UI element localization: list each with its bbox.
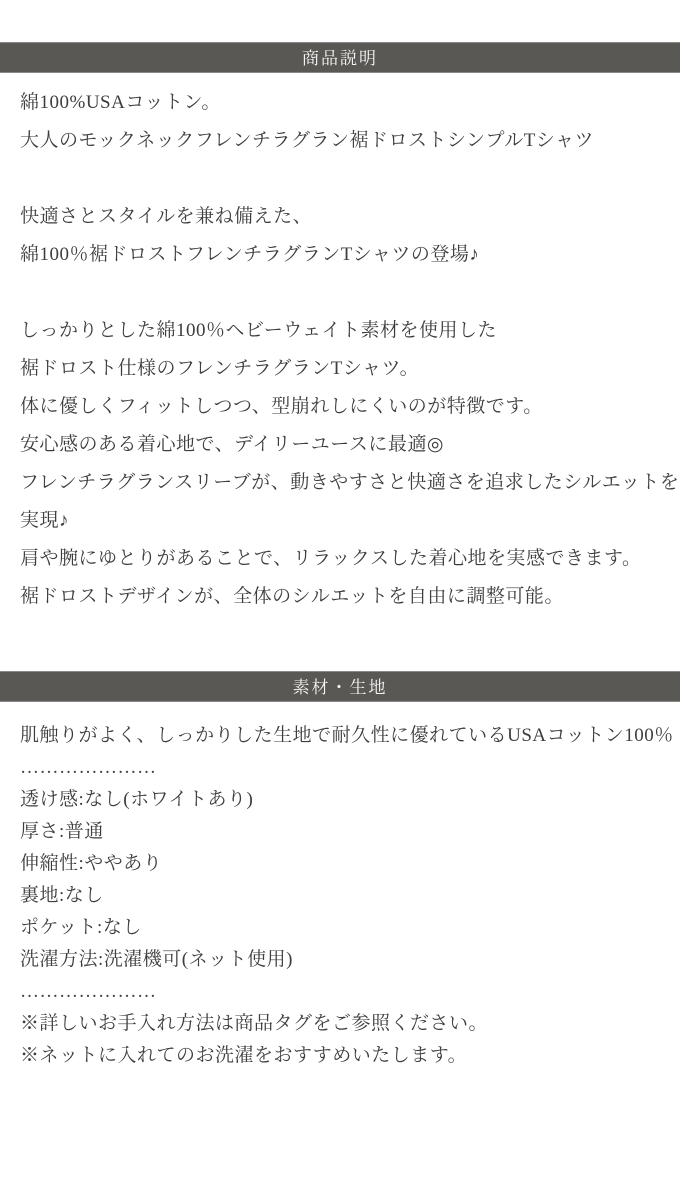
text-line: 快適さとスタイルを兼ね備えた、 (20, 206, 313, 227)
text-line (20, 160, 660, 198)
material-fabric-header-bar (0, 671, 680, 702)
product-description-header-bar (0, 42, 680, 73)
text-line: 綿100％裾ドロストフレンチラグランTシャツの登場♪ (20, 244, 480, 265)
text-line: 伸縮性:ややあり (20, 853, 163, 874)
text-line: 肌触りがよく、しっかりした生地で耐久性に優れているUSAコットン100％ (20, 725, 674, 746)
product-description-text (0, 73, 680, 616)
text-line: ………………… (20, 757, 157, 778)
text-line: 安心感のある着心地で、デイリーユースに最適◎ (20, 434, 444, 455)
text-line: 実現♪ (20, 510, 70, 531)
text-line: フレンチラグランスリーブが、動きやすさと快適さを追求したシルエットを (20, 472, 680, 493)
text-line: 透け感:なし(ホワイトあり) (20, 789, 254, 810)
text-line: 裾ドロスト仕様のフレンチラグランTシャツ。 (20, 358, 420, 379)
text-line: 裾ドロストデザインが、全体のシルエットを自由に調整可能。 (20, 586, 564, 607)
text-line: 厚さ:普通 (20, 821, 104, 842)
text-line: しっかりとした綿100％ヘビーウェイト素材を使用した (20, 320, 497, 341)
material-fabric-header-title: 素材・生地 (292, 677, 388, 697)
text-line: ………………… (20, 981, 157, 1002)
text-line: 洗濯方法:洗濯機可(ネット使用) (20, 949, 293, 970)
text-line: 大人のモックネックフレンチラグラン裾ドロストシンプルTシャツ (20, 130, 594, 151)
material-fabric-text (0, 702, 680, 1072)
product-description-header-title: 商品説明 (302, 48, 378, 68)
text-line: ※ネットに入れてのお洗濯をおすすめいたします。 (20, 1045, 468, 1066)
text-line (20, 274, 660, 312)
text-line: ポケット:なし (20, 917, 142, 938)
text-line: 綿100%USAコットン。 (20, 92, 221, 113)
text-line: ※詳しいお手入れ方法は商品タグをご参照ください。 (20, 1013, 489, 1034)
text-line: 肩や腕にゆとりがあることで、リラックスした着心地を実感できます。 (20, 548, 642, 569)
text-line: 体に優しくフィットしつつ、型崩れしにくいのが特徴です。 (20, 396, 543, 417)
text-line: 裏地:なし (20, 885, 104, 906)
